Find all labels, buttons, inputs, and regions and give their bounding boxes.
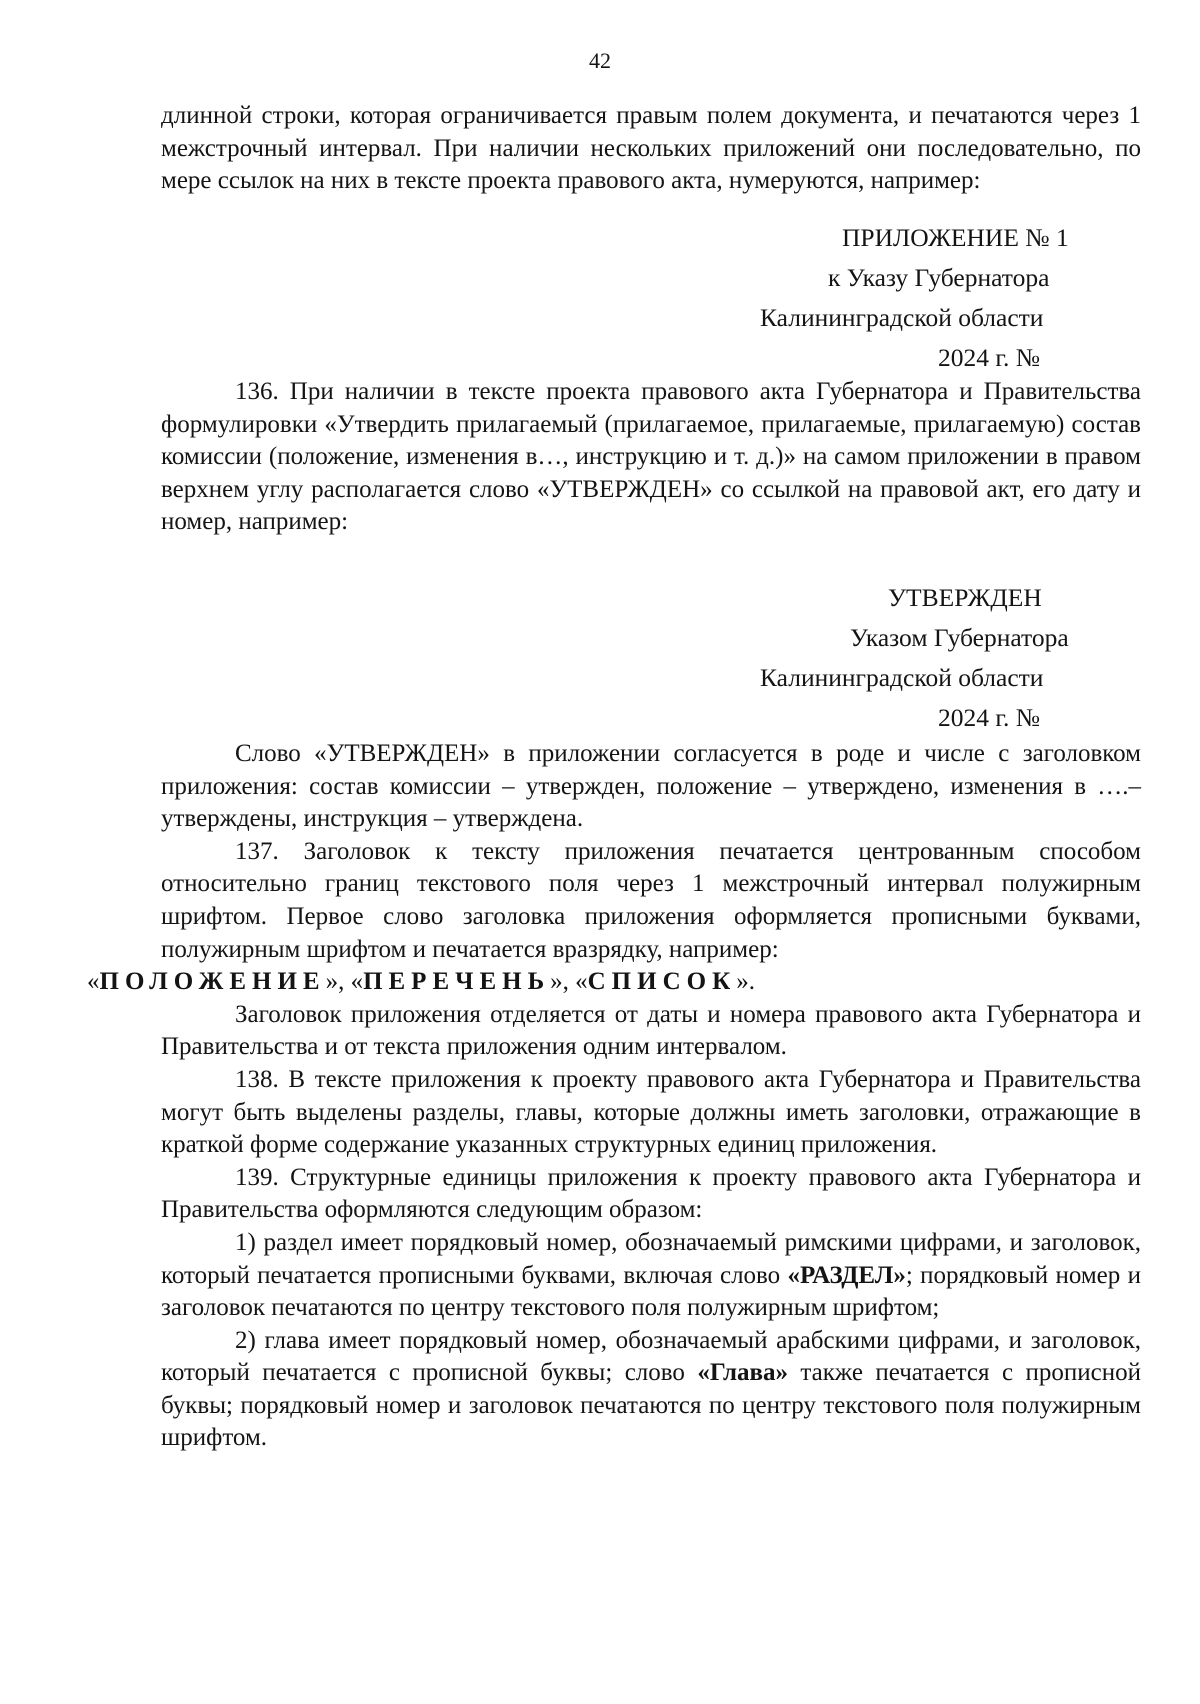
p136-text: 136. При наличии в тексте проекта правового акта Губернатора и Правительства формулировки «Утвердить прилагаемый (прилагаемое, прилагаемые, прилагаемую) состав комиссии (положение, изменения в…, инструкцию и т. д.)» на самом приложении в правом верхнем углу располагается слово «УТВЕРЖДЕН» со ссылкой на правовой акт, его дату и номер, например: — [161, 378, 1141, 536]
appendix-example-stamp — [760, 218, 1150, 378]
example-spisok: СПИСОК — [587, 968, 737, 996]
approved-example-line4: 2024 г. № — [938, 703, 1041, 732]
body-section — [87, 738, 1141, 1455]
paragraph-138: 138. В тексте приложения к проекту правового акта Губернатора и Правительства могут быть выделены разделы, главы, которые должны иметь заголовки, отражающие в краткой форме содержание указанных структурных единиц приложения. — [161, 1065, 1141, 1159]
approved-example-line1: УТВЕРЖДЕН — [888, 583, 1042, 612]
item-2 — [161, 1325, 1141, 1455]
intro-text: длинной строки, которая ограничивается правым полем документа, и печатаются через 1 межстрочный интервал. При наличии нескольких приложений они последовательно, по мере ссылок на них в тексте проекта правового акта, нумеруются, например: — [161, 102, 1141, 195]
item1-after: ; порядковый номер и заголовок печатаются по центру текстового поля полужирным шрифтом; — [161, 1261, 1141, 1322]
appendix-example-line3: Калининградской области — [760, 303, 1044, 332]
paragraph-137 — [87, 836, 1141, 999]
item1-bold: «РАЗДЕЛ» — [787, 1261, 906, 1289]
item2-bold: «Глава» — [697, 1359, 788, 1387]
paragraph-136 — [161, 376, 1141, 539]
appendix-example-line1: ПРИЛОЖЕНИЕ № 1 — [842, 223, 1069, 252]
approved-example-line2: Указом Губернатора — [850, 623, 1069, 652]
example-polozhenie: ПОЛОЖЕНИЕ — [99, 968, 326, 996]
item-1 — [161, 1227, 1141, 1325]
appendix-example-line4: 2024 г. № — [938, 343, 1041, 372]
page-number: 42 — [589, 48, 611, 73]
approved-example-line3: Калининградской области — [760, 663, 1044, 692]
p137-text: 137. Заголовок к тексту приложения печатается центрованным способом относительно границ текстового поля через 1 межстрочный интервал полужирным шрифтом. Первое слово заголовка приложения оформляется прописными буквами, полужирным шрифтом и печатается вразрядку, например: — [161, 837, 1141, 963]
approved-example-stamp — [760, 578, 1150, 738]
item2-after: также печатается с прописной буквы; порядковый номер и заголовок печатаются по центру текстового поля полужирным шрифтом. — [161, 1359, 1141, 1452]
item1-before: 1) раздел имеет порядковый номер, обозначаемый римскими цифрами, и заголовок, который печатается прописными буквами, включая слово — [161, 1228, 1141, 1289]
approved-note: Слово «УТВЕРЖДЕН» в приложении согласуется в роде и числе с заголовком приложения: состав комиссии – утвержден, положение – утверждено, изменения в ….– утверждены, инструкция – утверждена. — [161, 740, 1141, 833]
appendix-example-line2: к Указу Губернатора — [828, 263, 1050, 292]
item2-before: 2) глава имеет порядковый номер, обозначаемый арабскими цифрами, и заголовок, который печатается с прописной буквы; слово — [161, 1326, 1141, 1387]
p137-examples: «ПОЛОЖЕНИЕ», «ПЕРЕЧЕНЬ», «СПИСОК». — [87, 968, 755, 996]
paragraph-139: 139. Структурные единицы приложения к проекту правового акта Губернатора и Правительства оформляются следующим образом: — [161, 1163, 1141, 1224]
example-perechen: ПЕРЕЧЕНЬ — [363, 968, 551, 996]
p137-note: Заголовок приложения отделяется от даты и номера правового акта Губернатора и Правительства и от текста приложения одним интервалом. — [161, 1000, 1141, 1061]
intro-paragraph — [161, 100, 1141, 198]
